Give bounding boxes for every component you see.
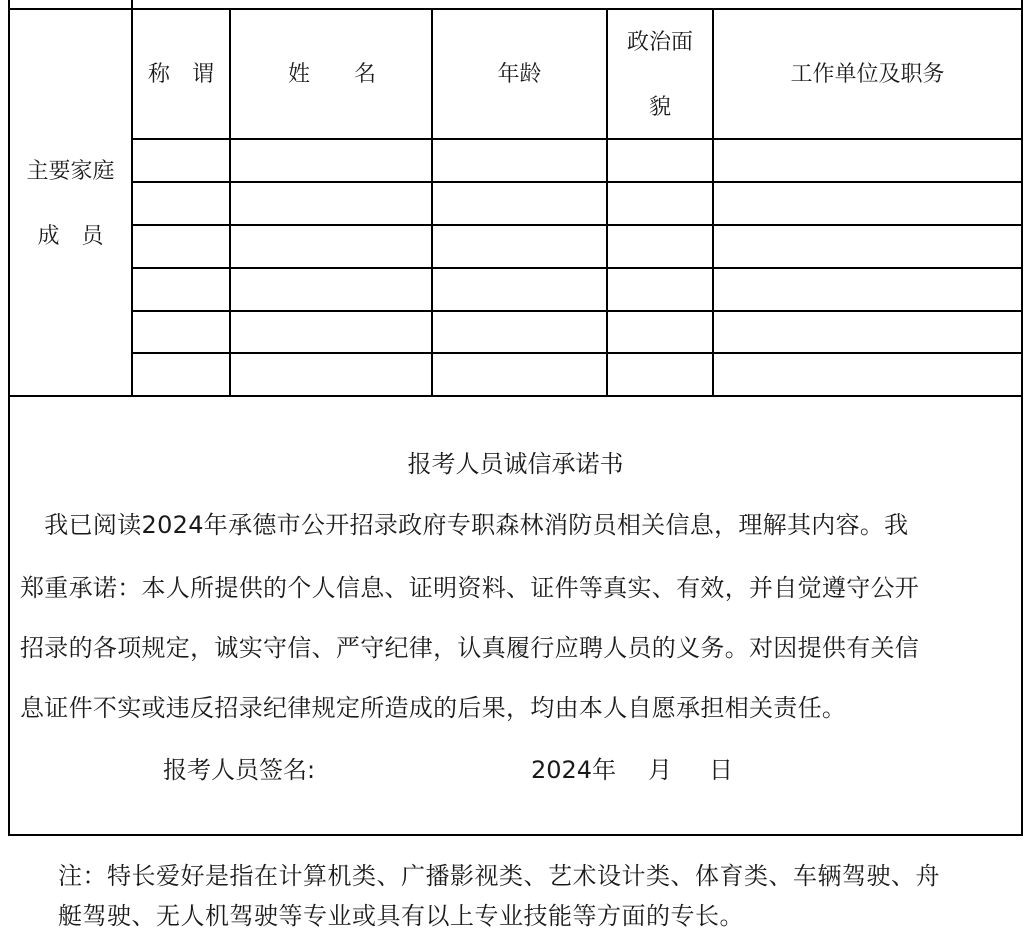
date-year: 2024年 [531, 756, 617, 784]
table-top-rule [8, 8, 1023, 10]
pledge-line-1: 我已阅读2024年承德市公开招录政府专职森林消防员相关信息，理解其内容。我 [20, 511, 909, 539]
row-label-line-2: 成 员 [37, 224, 104, 249]
row-label-line-1: 主要家庭 [26, 159, 115, 184]
header-bottom-rule [131, 138, 1023, 140]
note-line-1: 注：特长爱好是指在计算机类、广播影视类、艺术设计类、体育类、车辆驾驶、舟 [58, 862, 940, 890]
note-line-2: 艇驾驶、无人机驾驶等专业或具有以上专业技能等方面的专长。 [58, 902, 744, 930]
header-workplace: 工作单位及职务 [790, 62, 945, 87]
pledge-section-bottom-rule [8, 834, 1023, 836]
header-age: 年龄 [497, 62, 542, 87]
pledge-line-4: 息证件不实或违反招录纪律规定所造成的后果，均由本人自愿承担相关责任。 [20, 694, 847, 722]
date-month: 月 [648, 756, 672, 784]
family-section-bottom-rule [8, 395, 1023, 397]
header-political-line-1: 政治面 [626, 30, 693, 55]
row-rule-5 [131, 352, 1023, 354]
pledge-line-2: 郑重承诺：本人所提供的个人信息、证明资料、证件等真实、有效，并自觉遵守公开 [20, 574, 920, 602]
row-rule-1 [131, 181, 1023, 183]
row-rule-3 [131, 267, 1023, 269]
pledge-line-3: 招录的各项规定，诚实守信、严守纪律，认真履行应聘人员的义务。对因提供有关信 [20, 634, 920, 662]
header-political-line-2: 貌 [648, 95, 671, 120]
pledge-heading: 报考人员诚信承诺书 [407, 450, 624, 478]
header-name: 姓 名 [287, 62, 376, 87]
right-border [1021, 0, 1023, 836]
col-divider-age [606, 8, 608, 397]
date-day: 日 [709, 756, 733, 784]
row-rule-2 [131, 224, 1023, 226]
left-border [8, 0, 10, 836]
col-divider-title [229, 8, 231, 397]
signature-label: 报考人员签名: [163, 756, 316, 784]
header-title: 称 谓 [147, 62, 214, 87]
row-rule-4 [131, 310, 1023, 312]
